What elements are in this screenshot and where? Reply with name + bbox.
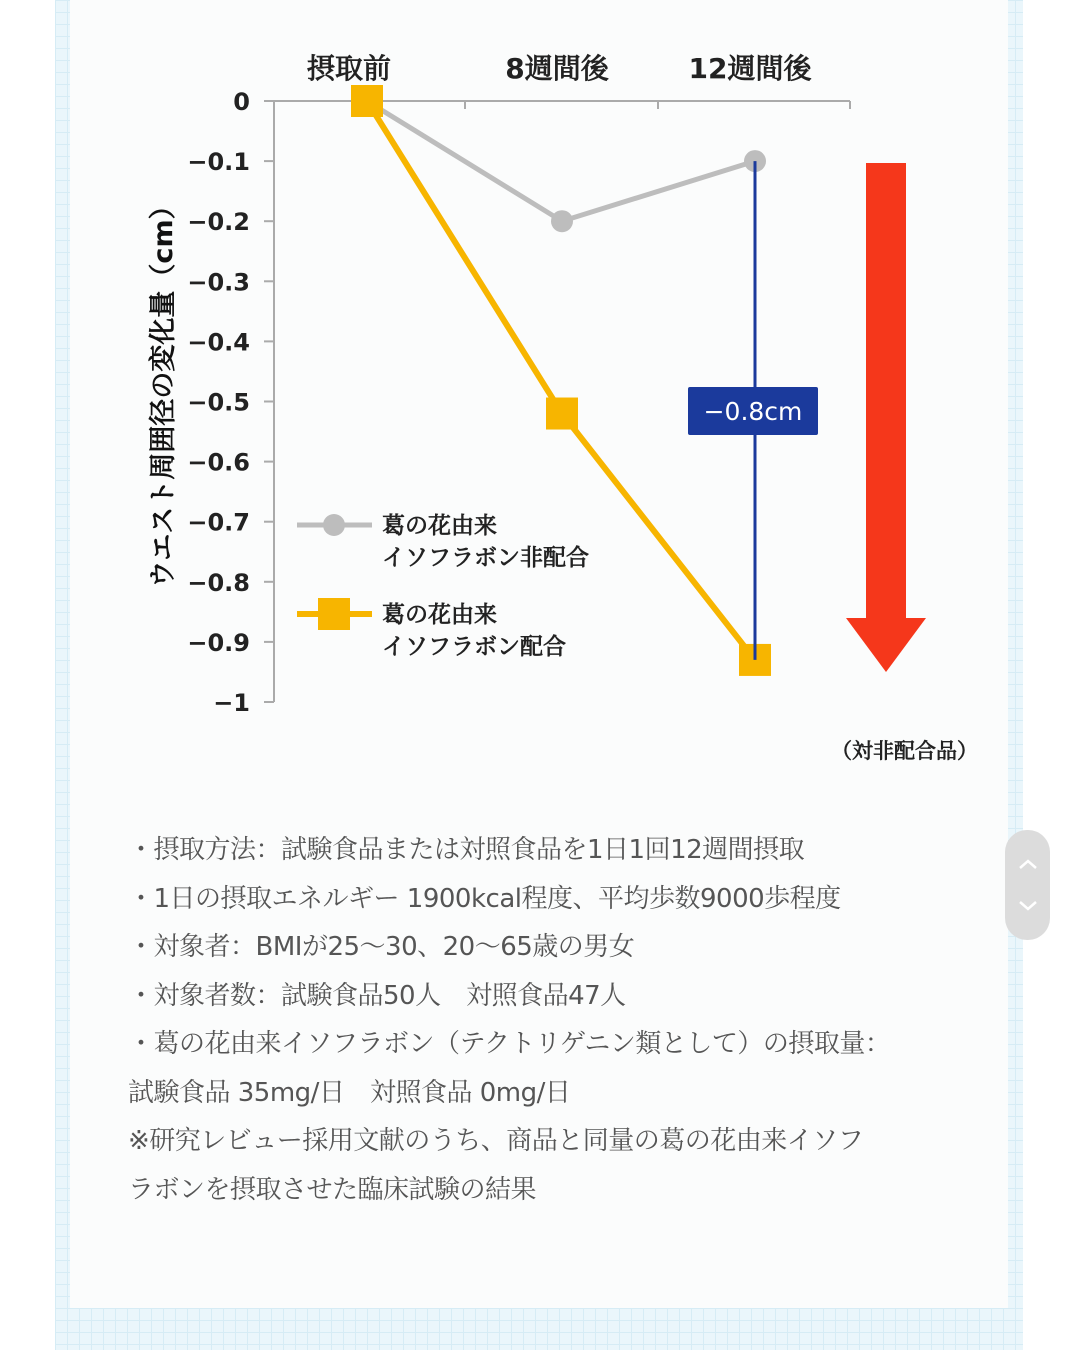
y-tick-label: −1 — [213, 689, 250, 717]
series-layer — [351, 85, 771, 676]
chevron-down-icon[interactable] — [1005, 886, 1050, 926]
series-line — [367, 101, 755, 660]
scroll-control[interactable] — [1005, 830, 1050, 940]
legend-marker — [318, 598, 350, 630]
decrease-arrow — [846, 163, 926, 672]
legend-marker — [323, 514, 345, 536]
note-line: ・摂取方法：試験食品または対照食品を1日1回12週間摂取 — [128, 835, 805, 865]
data-point — [546, 398, 578, 430]
data-point — [551, 210, 573, 232]
legend-label: イソフラボン配合 — [382, 634, 566, 660]
data-point — [351, 85, 383, 117]
y-tick-label: −0.4 — [187, 328, 250, 357]
arrow-shaft — [866, 163, 906, 621]
legend-label: イソフラボン非配合 — [382, 545, 589, 571]
y-tick-label: 0 — [233, 88, 250, 116]
y-tick-labels — [187, 88, 274, 717]
arrow-head — [846, 618, 926, 672]
note-line: ※研究レビュー採用文献のうち、商品と同量の葛の花由来イソフ — [128, 1126, 864, 1156]
y-tick-label: −0.5 — [187, 388, 250, 417]
y-tick-label: −0.7 — [187, 508, 250, 537]
note-line: ・対象者：BMIが25〜30、20〜65歳の男女 — [128, 932, 635, 962]
note-line: ・葛の花由来イソフラボン（テクトリゲニン類として）の摂取量： — [128, 1029, 891, 1059]
x-category-label: 摂取前 — [306, 52, 392, 85]
y-tick-label: −0.6 — [187, 448, 250, 477]
y-axis-label: ウエスト周囲径の変化量（cm） — [148, 192, 179, 588]
study-notes — [128, 826, 978, 1214]
note-line: ラボンを摂取させた臨床試験の結果 — [128, 1174, 537, 1205]
y-tick-label: −0.3 — [187, 268, 250, 297]
note-line: ・1日の摂取エネルギー 1900kcal程度、平均歩数9000歩程度 — [128, 883, 841, 914]
x-category-label: 8週間後 — [505, 52, 609, 85]
y-tick-label: −0.1 — [187, 148, 250, 177]
series-line — [367, 101, 755, 221]
x-category-labels — [307, 52, 812, 85]
difference-annotation — [688, 161, 818, 660]
series-non-formulated — [356, 90, 766, 232]
difference-label: −0.8cm — [703, 397, 803, 426]
y-tick-label: −0.9 — [187, 628, 250, 657]
x-category-label: 12週間後 — [688, 52, 812, 85]
y-tick-label: −0.2 — [187, 208, 250, 237]
chevron-up-icon[interactable] — [1005, 844, 1050, 884]
comparison-note: （対非配合品） — [831, 739, 978, 763]
legend — [297, 513, 589, 660]
legend-label: 葛の花由来 — [382, 602, 497, 628]
note-line: 試験食品 35mg/日 対照食品 0mg/日 — [128, 1077, 571, 1108]
y-tick-label: −0.8 — [187, 568, 250, 597]
legend-label: 葛の花由来 — [382, 513, 497, 539]
note-line: ・対象者数：試験食品50人 対照食品47人 — [128, 980, 626, 1011]
